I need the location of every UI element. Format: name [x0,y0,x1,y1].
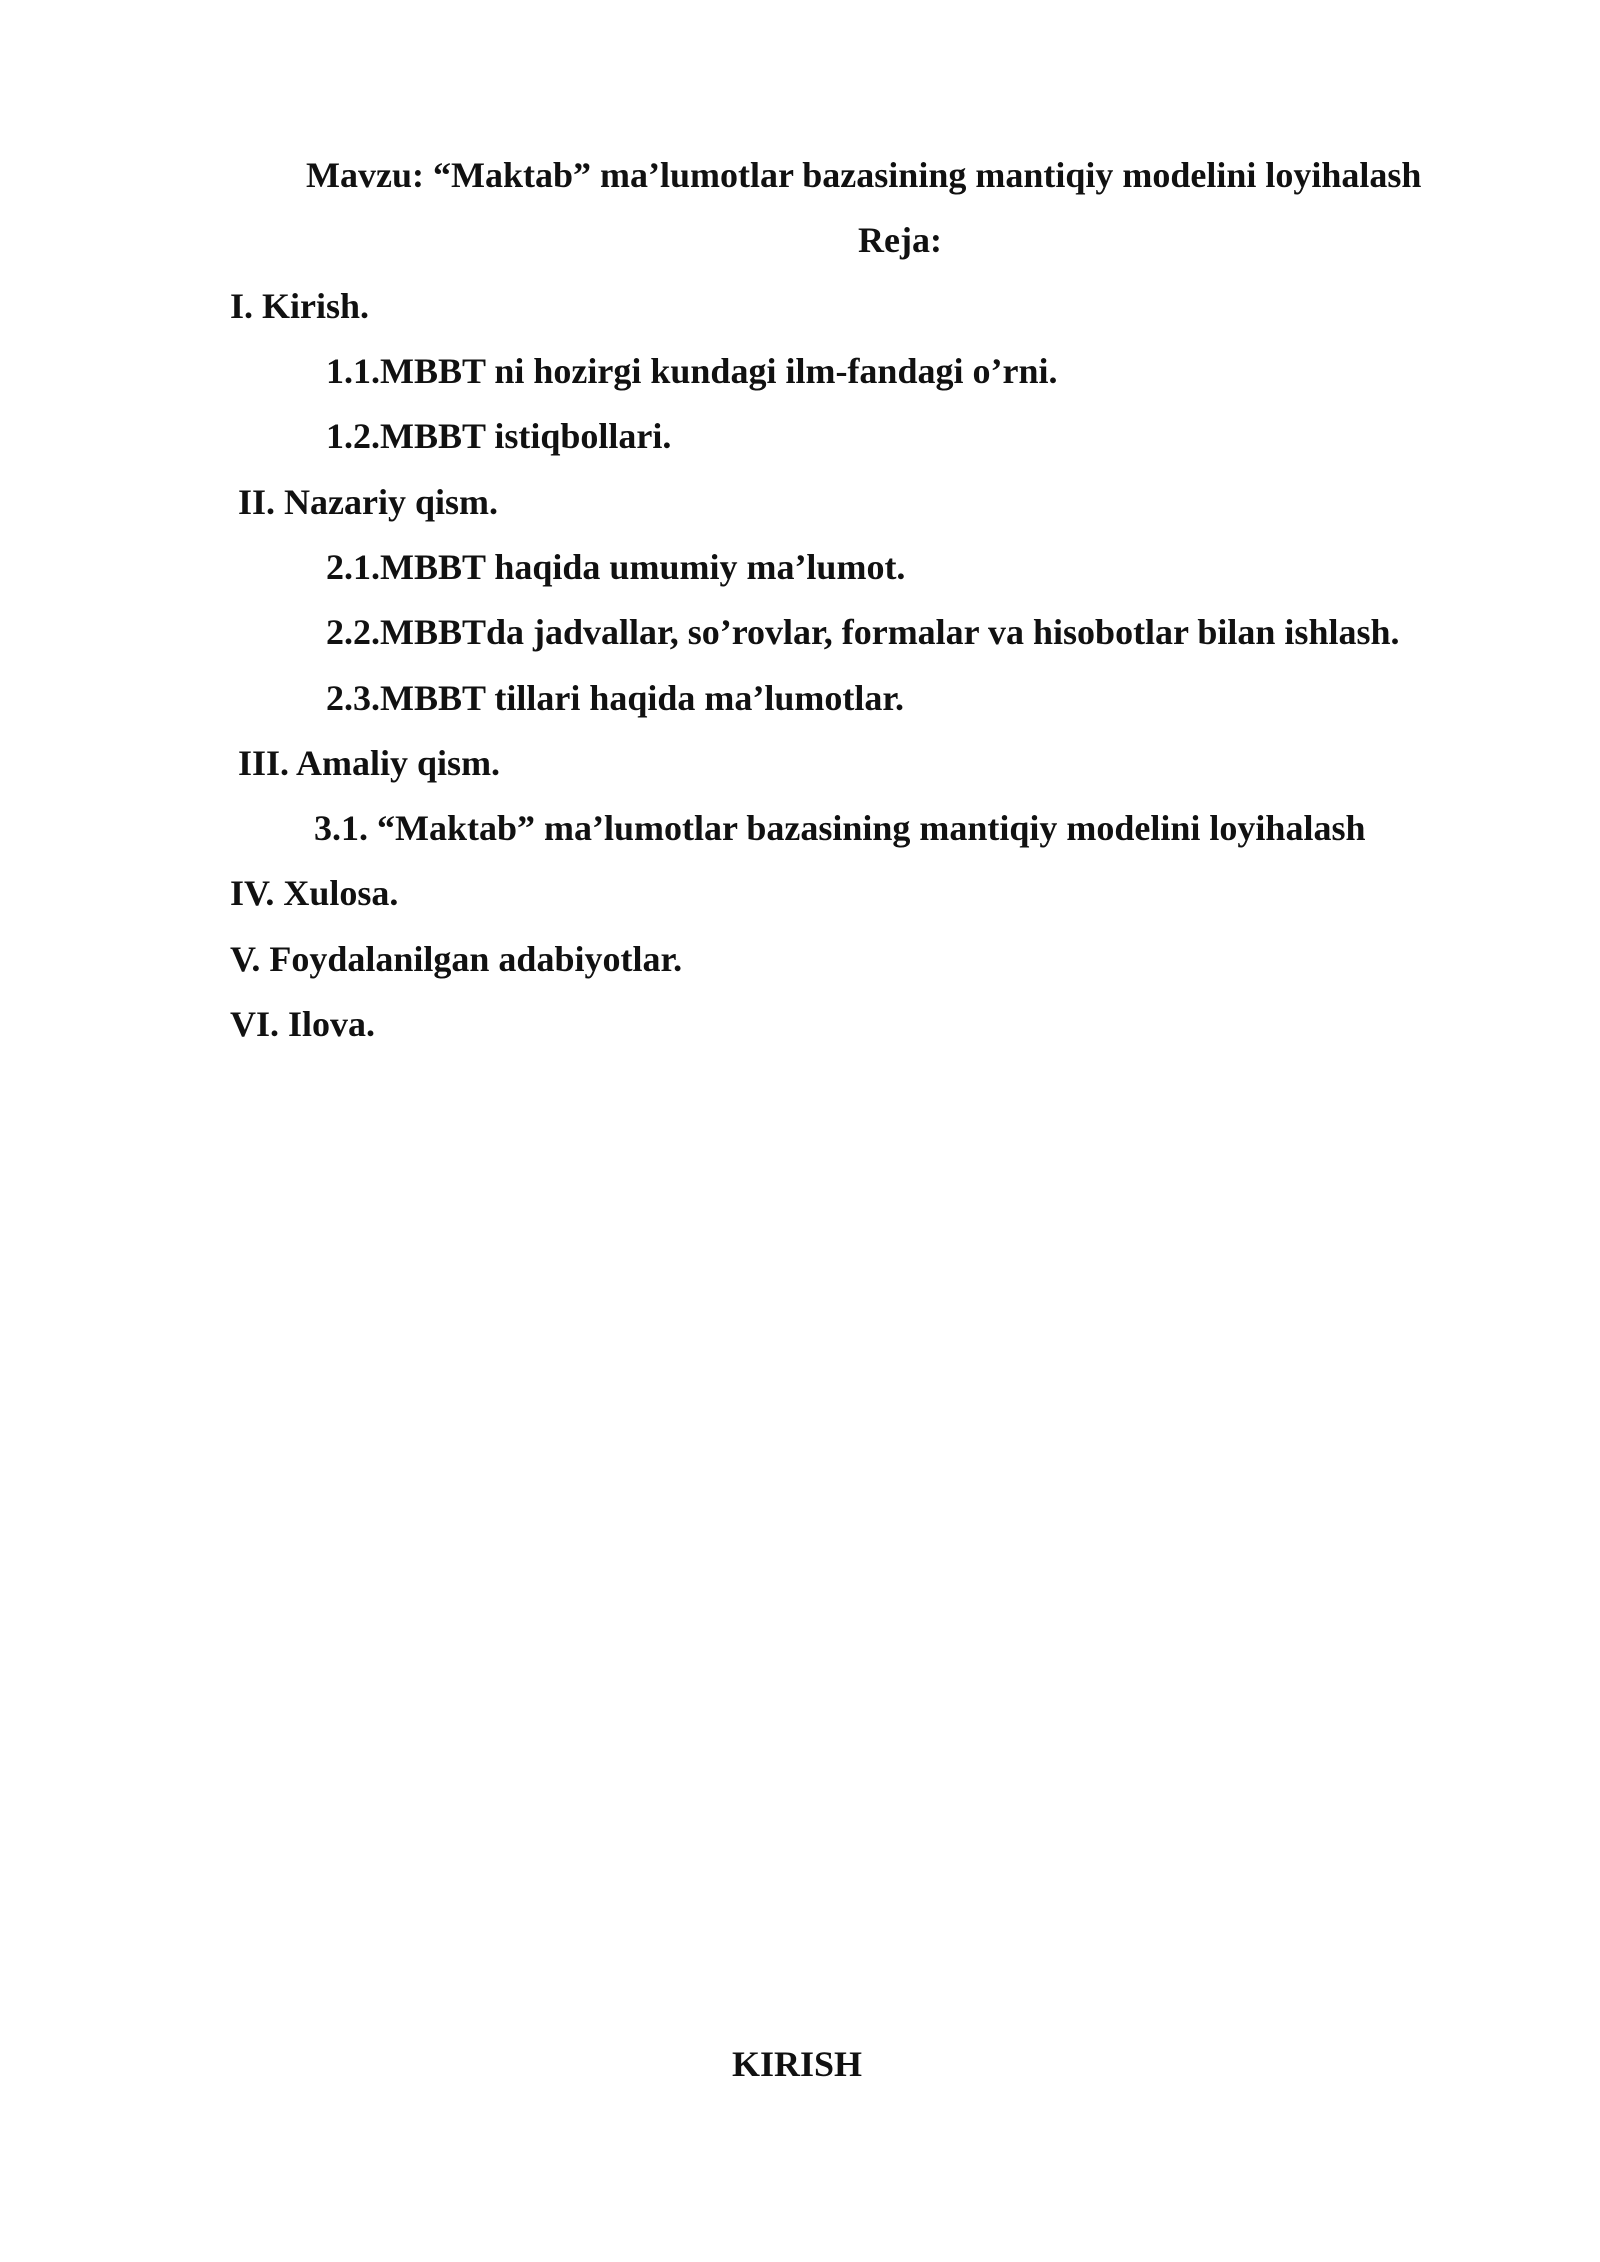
outline-section-2: II. Nazariy qism. [238,482,498,522]
outline-subsection-3-1: 3.1. “Maktab” ma’lumotlar bazasining mantiqiy modelini loyihalash [314,808,1366,848]
outline-subsection-1-2: 1.2.MBBT istiqbollari. [326,416,672,456]
outline-subsection-2-3: 2.3.MBBT tillari haqida ma’lumotlar. [326,678,905,718]
outline-subsection-2-2: 2.2.MBBTda jadvallar, so’rovlar, formalar va hisobotlar bilan ishlash. [326,612,1400,652]
outline-section-4: IV. Xulosa. [230,873,399,913]
document-title: Mavzu: “Maktab” ma’lumotlar bazasining mantiqiy modelini loyihalash [306,155,1422,195]
outline-section-3: III. Amaliy qism. [238,743,501,783]
section-heading-kirish: KIRISH [732,2044,863,2084]
plan-heading: Reja: [858,220,942,260]
outline-section-1: I. Kirish. [230,286,370,326]
outline-section-6: VI. Ilova. [230,1004,376,1044]
outline-section-5: V. Foydalanilgan adabiyotlar. [230,939,683,979]
outline-subsection-1-1: 1.1.MBBT ni hozirgi kundagi ilm-fandagi o’rni. [326,351,1058,391]
outline-subsection-2-1: 2.1.MBBT haqida umumiy ma’lumot. [326,547,906,587]
